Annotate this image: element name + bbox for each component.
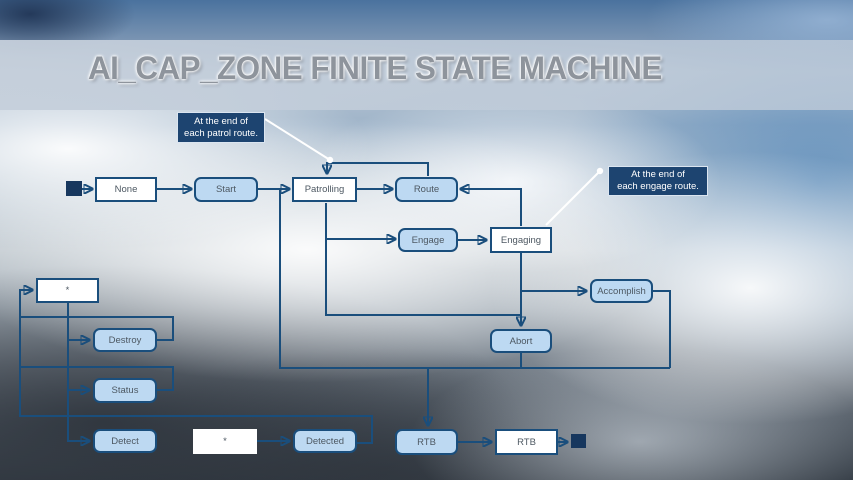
state-rtb: RTB: [495, 429, 558, 455]
event-engage: Engage: [398, 228, 458, 252]
event-detected: Detected: [293, 429, 357, 453]
callout-patrol-route: [177, 112, 265, 143]
event-detect: Detect: [93, 429, 157, 453]
event-accomplish: Accomplish: [590, 279, 653, 303]
edge-patrolling-abort-branch: [326, 203, 520, 315]
event-status: Status: [93, 378, 157, 403]
edge-route-patrolling-loop: [327, 163, 428, 176]
event-abort: Abort: [490, 329, 552, 353]
state-any-bottom: *: [193, 429, 257, 454]
event-start: Start: [194, 177, 258, 202]
event-rtb: RTB: [395, 429, 458, 455]
edge-star1-detect: [68, 303, 89, 441]
edge-engaging-route: [461, 189, 521, 226]
callout-engage-line2: each engage route.: [617, 181, 699, 192]
callout-engage-route: [608, 166, 708, 196]
state-none: None: [95, 177, 157, 202]
callout-leader-patrol: [265, 119, 333, 163]
callout-patrol-line2: each patrol route.: [184, 127, 258, 139]
page-title: AI_CAP_ZONE FINITE STATE MACHINE: [88, 50, 662, 86]
edge-accomplish-bus: [653, 291, 670, 368]
callout-engage-line1: At the end of: [631, 169, 685, 181]
state-engaging: Engaging: [490, 227, 552, 253]
final-state-marker-icon: [571, 434, 586, 448]
state-any-top: *: [36, 278, 99, 303]
callout-leader-engage: [546, 168, 603, 225]
initial-state-marker-icon: [66, 181, 82, 196]
callout-patrol-line1: At the end of: [194, 115, 248, 127]
state-patrolling: Patrolling: [292, 177, 357, 202]
event-destroy: Destroy: [93, 328, 157, 352]
event-route: Route: [395, 177, 458, 202]
